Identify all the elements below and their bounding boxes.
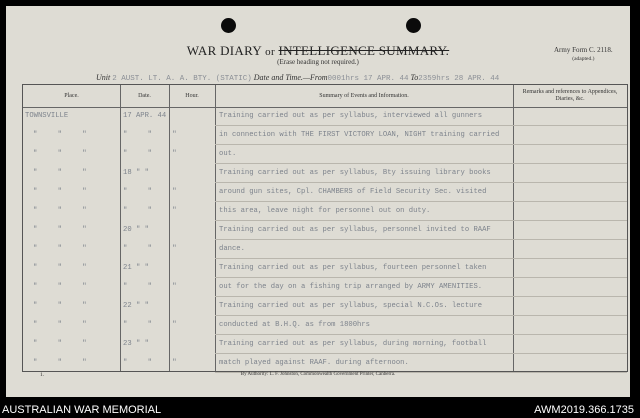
ruled-line: [215, 296, 627, 297]
war-diary-page: [6, 6, 630, 397]
title-intelligence-summary: INTELLIGENCE SUMMARY.: [278, 43, 450, 58]
title-war-diary: WAR DIARY: [186, 43, 262, 58]
row-date: 22 " ": [123, 302, 149, 310]
row-place: " " ": [33, 169, 95, 177]
archive-credit: AUSTRALIAN WAR MEMORIAL: [2, 404, 162, 416]
row-place: " " ": [33, 302, 95, 310]
ruled-line: [215, 220, 627, 221]
ruled-line: [215, 315, 627, 316]
header-hour: Hour.: [185, 93, 199, 99]
row-summary-text: Training carried out as per syllabus, fourteen personnel taken: [219, 264, 487, 272]
ruled-line: [215, 182, 627, 183]
row-date: 20 " ": [123, 226, 149, 234]
row-place: " " ": [33, 340, 95, 348]
column-divider: [513, 85, 514, 371]
row-date: " " ": [123, 150, 185, 158]
ruled-line: [215, 353, 627, 354]
row-date: " " ": [123, 188, 185, 196]
row-place: " " ": [33, 207, 95, 215]
row-date: " " ": [123, 207, 185, 215]
row-date: " " ": [123, 131, 185, 139]
row-summary-text: Training carried out as per syllabus, during morning, football: [219, 340, 487, 348]
row-date: 17 APR. 44: [123, 112, 167, 120]
column-divider: [215, 85, 216, 371]
army-form-number: Army Form C. 2118.: [554, 46, 613, 54]
ruled-line: [215, 277, 627, 278]
ruled-line: [215, 258, 627, 259]
column-divider: [120, 85, 121, 371]
row-summary-text: conducted at B.H.Q. as from 1800hrs: [219, 321, 370, 329]
row-place: " " ": [33, 150, 95, 158]
header-date: Date.: [138, 93, 151, 99]
row-date: " " ": [123, 359, 185, 367]
punch-hole-left: [221, 18, 236, 33]
form-title: [6, 43, 630, 59]
page-number: 1.: [40, 372, 45, 378]
ruled-line: [215, 201, 627, 202]
accession-number: AWM2019.366.1735: [534, 404, 634, 416]
ruled-line: [215, 334, 627, 335]
ruled-line: [215, 239, 627, 240]
ruled-line: [215, 125, 627, 126]
row-summary-text: around gun sites, Cpl. CHAMBERS of Field Security Sec. visited: [219, 188, 487, 196]
row-summary-text: dance.: [219, 245, 245, 253]
header-divider: [23, 107, 627, 108]
unit-label: Unit: [96, 73, 111, 82]
row-place: " " ": [33, 226, 95, 234]
row-date: " " ": [123, 321, 185, 329]
row-summary-text: out for the day on a fishing trip arranged by ARMY AMENITIES.: [219, 283, 483, 291]
row-summary-text: Training carried out as per syllabus, interviewed all gunners: [219, 112, 483, 120]
header-summary: Summary of Events and Information.: [319, 93, 409, 99]
erase-heading-note: (Erase heading not required.): [277, 58, 359, 66]
row-summary-text: this area, leave night for personnel out on duty.: [219, 207, 431, 215]
row-place: " " ": [33, 321, 95, 329]
row-summary-text: Training carried out as per syllabus, personnel invited to RAAF: [219, 226, 491, 234]
row-place: TOWNSVILLE: [25, 112, 69, 120]
row-summary-text: Training carried out as per syllabus, Bty issuing library books: [219, 169, 491, 177]
row-place: " " ": [33, 283, 95, 291]
row-date: " " ": [123, 283, 185, 291]
printer-credit: By Authority: L. F. Johnston, Commonwealth Government Printer, Canberra.: [240, 372, 396, 377]
datetime-label: Date and Time.—From: [253, 73, 328, 82]
to-value: 2359hrs 28 APR. 44: [418, 75, 500, 83]
header-remarks: Remarks and references to Appendices, Diaries, &c.: [522, 89, 618, 102]
row-place: " " ": [33, 264, 95, 272]
row-date: 18 " ": [123, 169, 149, 177]
from-value: 0001hrs 17 APR. 44: [327, 75, 409, 83]
row-place: " " ": [33, 245, 95, 253]
header-place: Place.: [64, 93, 79, 99]
row-date: 21 " ": [123, 264, 149, 272]
row-place: " " ": [33, 359, 95, 367]
to-label: To: [410, 73, 419, 82]
army-form-adapted: (adapted.): [572, 56, 595, 62]
title-or: or: [265, 46, 275, 58]
row-summary-text: match played against RAAF. during afternoon.: [219, 359, 409, 367]
unit-line: [96, 73, 499, 83]
row-summary-text: in connection with THE FIRST VICTORY LOAN, NIGHT training carried: [219, 131, 500, 139]
row-summary-text: out.: [219, 150, 237, 158]
punch-hole-right: [406, 18, 421, 33]
row-summary-text: Training carried out as per syllabus, special N.C.Os. lecture: [219, 302, 483, 310]
army-form-label: [554, 46, 613, 64]
row-place: " " ": [33, 188, 95, 196]
ruled-line: [215, 144, 627, 145]
unit-value: 2 AUST. LT. A. A. BTY. (STATIC): [112, 75, 252, 83]
row-date: " " ": [123, 245, 185, 253]
row-place: " " ": [33, 131, 95, 139]
diary-table: [22, 84, 628, 372]
ruled-line: [215, 163, 627, 164]
row-date: 23 " ": [123, 340, 149, 348]
